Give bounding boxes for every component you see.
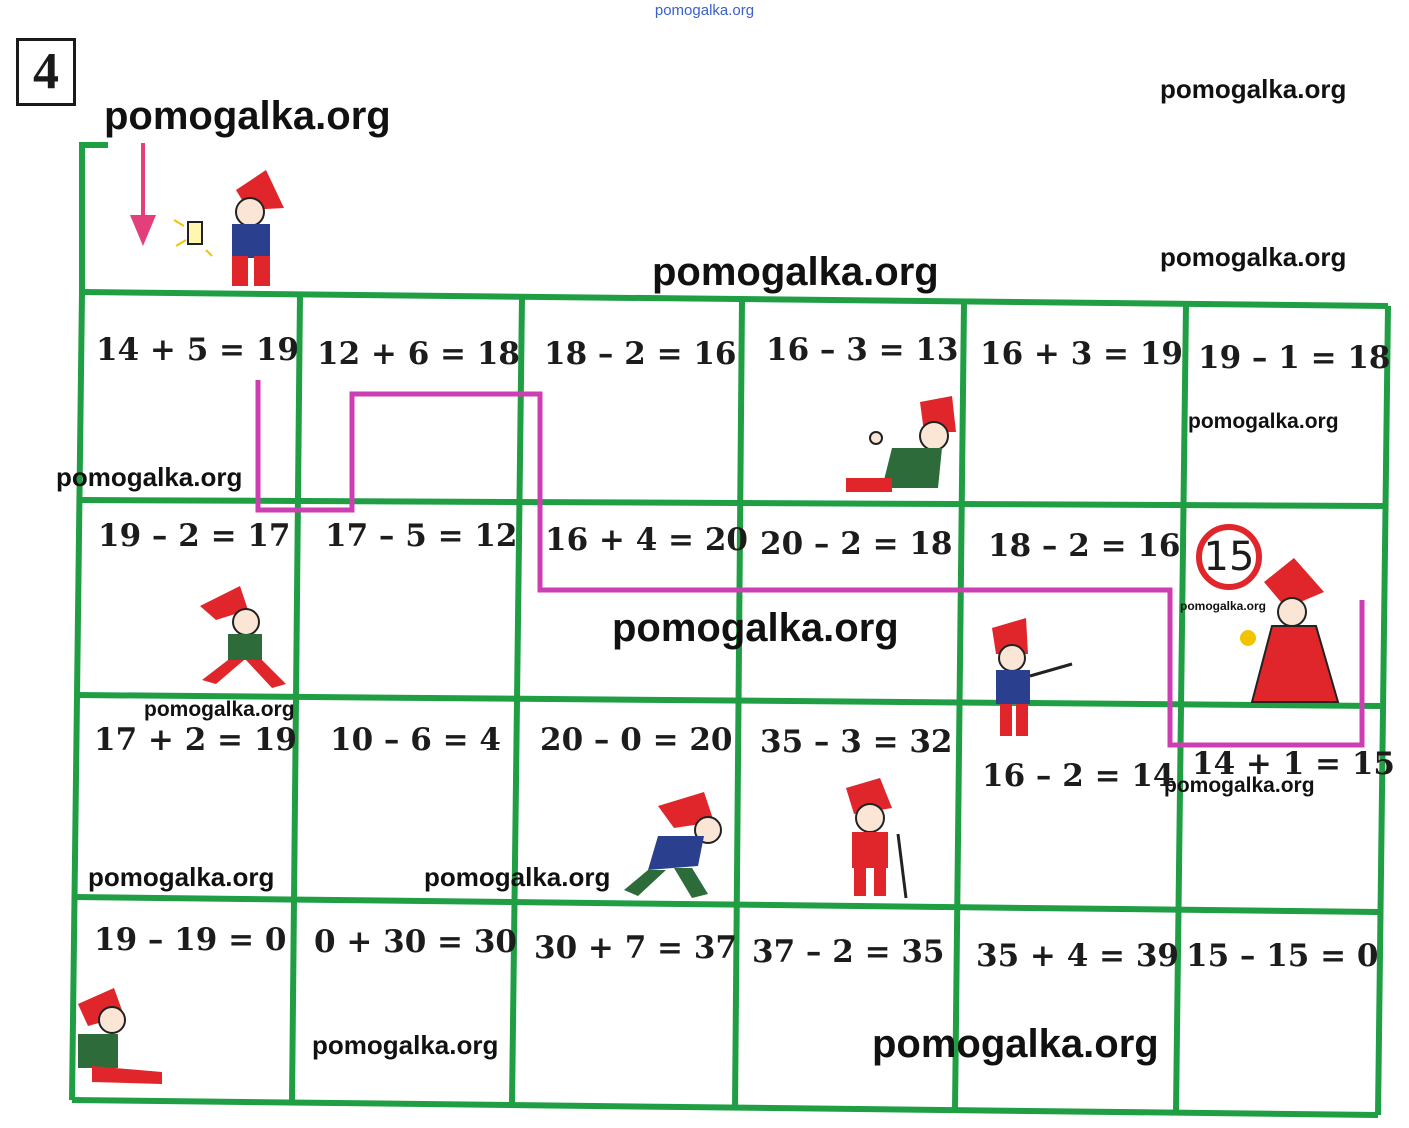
- equation-cell: 16 – 2 = 14: [982, 758, 1175, 794]
- gnome-with-cane-icon: [818, 774, 918, 904]
- equation-cell: 17 + 2 = 19: [94, 722, 297, 758]
- watermark: pomogalka.org: [104, 94, 391, 138]
- watermark: pomogalka.org: [312, 1030, 499, 1060]
- equation-cell: 18 – 2 = 16: [544, 336, 737, 372]
- equation-cell: 0 + 30 = 30: [314, 924, 517, 960]
- equation-cell: 30 + 7 = 37: [534, 930, 737, 966]
- equation-cell: 19 – 19 = 0: [94, 922, 287, 958]
- gnome-pointing-icon: [962, 610, 1082, 740]
- speed-limit-badge: 15: [1196, 524, 1262, 590]
- watermark: pomogalka.org: [1188, 410, 1339, 433]
- watermark: pomogalka.org: [652, 250, 939, 294]
- equation-cell: 16 + 4 = 20: [545, 522, 748, 558]
- equation-cell: 18 – 2 = 16: [988, 528, 1181, 564]
- watermark: pomogalka.org: [872, 1022, 1159, 1066]
- equation-cell: 14 + 5 = 19: [96, 332, 299, 368]
- gnome-pushing-icon: [618, 786, 736, 902]
- equation-cell: 16 + 3 = 19: [980, 336, 1183, 372]
- down-arrow-icon: [130, 143, 156, 246]
- watermark: pomogalka.org: [1160, 242, 1347, 272]
- watermark: pomogalka.org: [1180, 599, 1267, 613]
- gnome-sitting-corner-icon: [72, 984, 176, 1094]
- watermark: pomogalka.org: [612, 606, 899, 650]
- gnome-with-lantern-icon: [166, 160, 296, 295]
- watermark: pomogalka.org: [88, 862, 275, 892]
- equation-cell: 15 – 15 = 0: [1186, 938, 1379, 974]
- watermark: pomogalka.org: [56, 462, 243, 492]
- equation-cell: 17 – 5 = 12: [325, 518, 518, 554]
- watermark-top: pomogalka.org: [654, 2, 755, 19]
- equation-cell: 20 – 0 = 20: [540, 722, 733, 758]
- watermark: pomogalka.org: [1164, 774, 1315, 797]
- equation-cell: 14 + 1 = 15: [1192, 746, 1395, 782]
- watermark: pomogalka.org: [424, 862, 611, 892]
- equation-cell: 20 – 2 = 18: [760, 526, 953, 562]
- gnome-sitting-icon: [842, 392, 962, 500]
- equation-cell: 19 – 2 = 17: [98, 518, 291, 554]
- equation-cell: 10 – 6 = 4: [330, 722, 501, 758]
- gnome-walking-icon: [186, 580, 296, 692]
- watermark: pomogalka.org: [144, 698, 295, 721]
- equation-cell: 16 – 3 = 13: [766, 332, 959, 368]
- watermark: pomogalka.org: [1160, 74, 1347, 104]
- equation-cell: 12 + 6 = 18: [317, 336, 520, 372]
- equation-cell: 19 – 1 = 18: [1198, 340, 1391, 376]
- task-number-box: 4: [16, 38, 76, 106]
- equation-cell: 35 – 3 = 32: [760, 724, 953, 760]
- equation-cell: 35 + 4 = 39: [976, 938, 1179, 974]
- equation-cell: 37 – 2 = 35: [752, 934, 945, 970]
- gnome-princess-icon: [1224, 552, 1344, 708]
